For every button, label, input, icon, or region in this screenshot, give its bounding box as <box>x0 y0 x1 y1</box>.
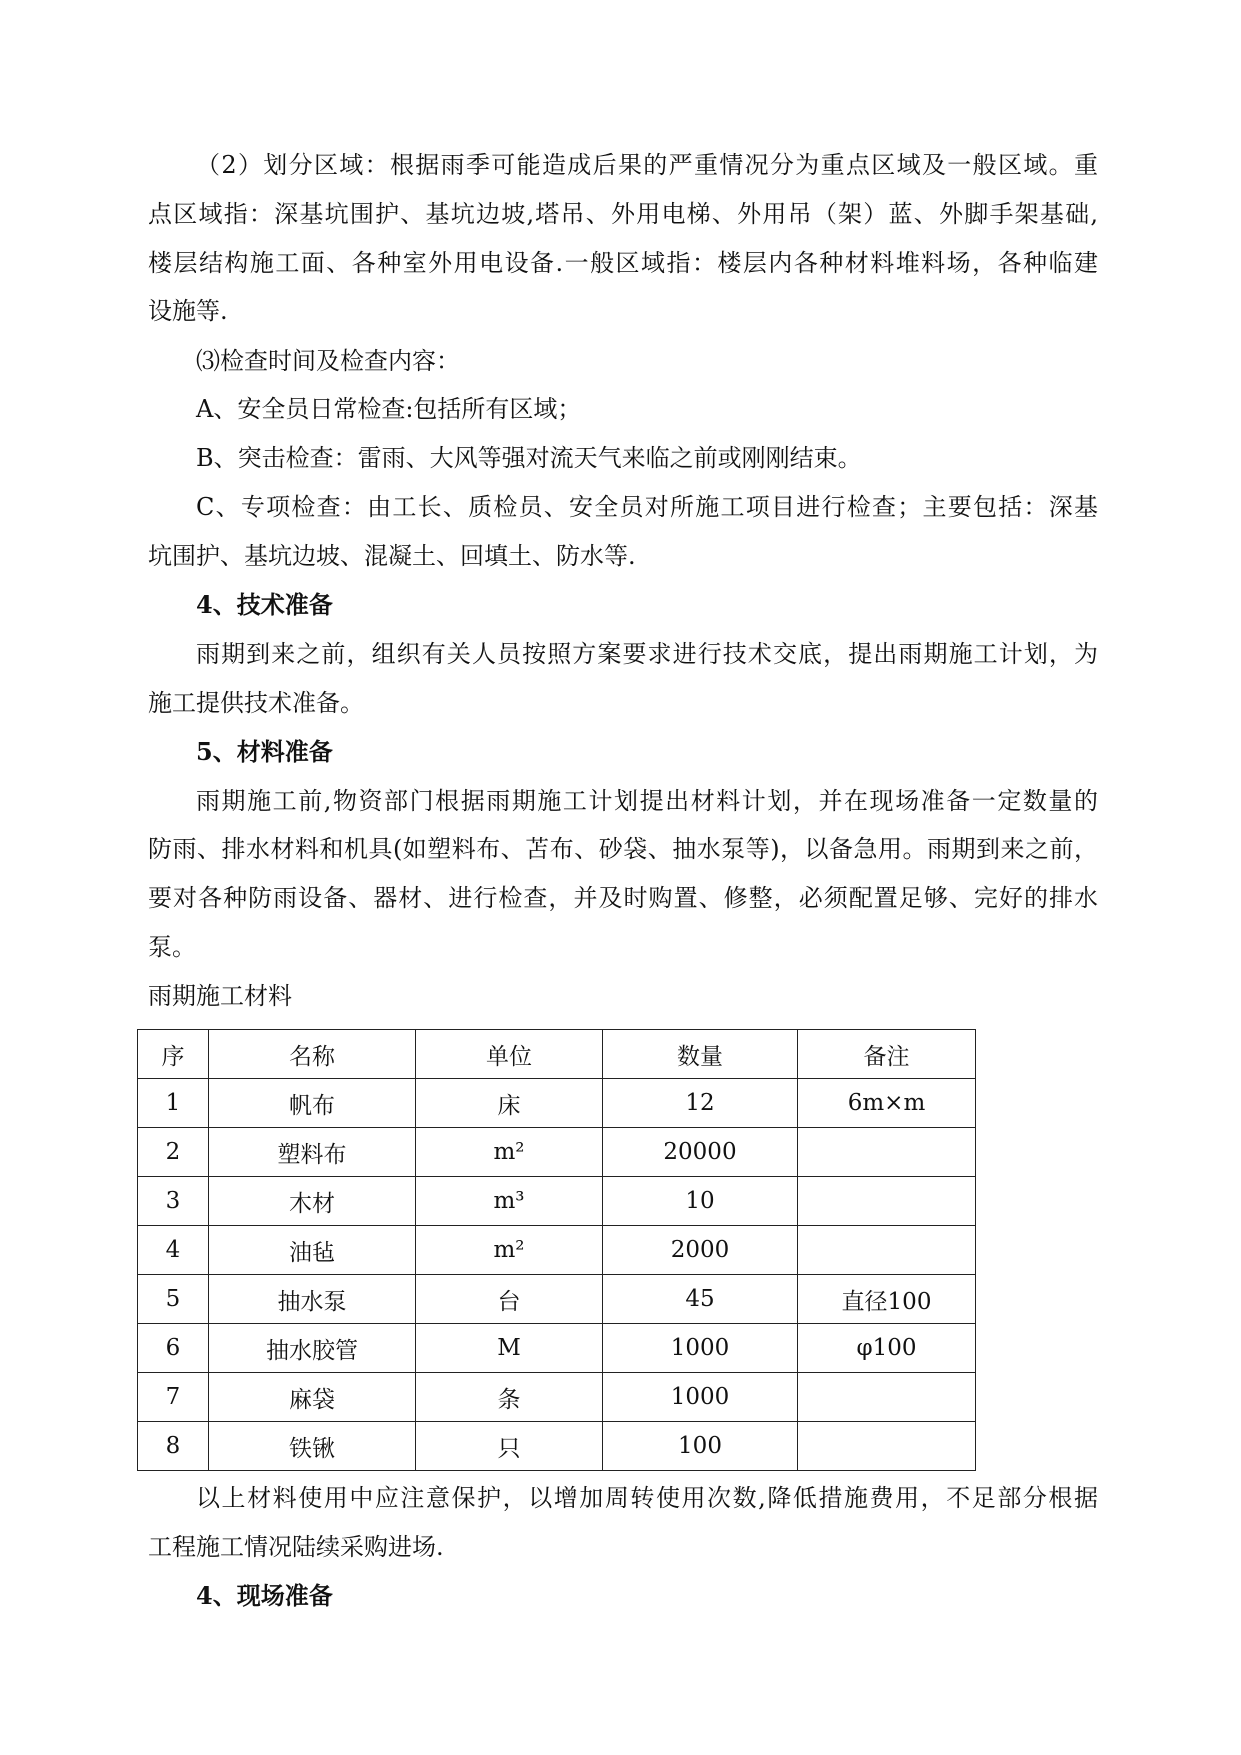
table-row <box>138 1422 976 1471</box>
table-cell: 直径100 <box>798 1275 976 1324</box>
table-row <box>138 1128 976 1177</box>
text-line: 工程施工情况陆续采购进场. <box>148 1533 444 1561</box>
table-cell: m² <box>416 1226 603 1275</box>
table-cell: m³ <box>416 1177 603 1226</box>
table-row <box>138 1079 976 1128</box>
table-cell: 3 <box>138 1177 209 1226</box>
text-line: B、突击检查：雷雨、大风等强对流天气来临之前或刚刚结束。 <box>196 444 862 472</box>
section-heading: 4、技术准备 <box>196 590 333 619</box>
table-cell: 油毡 <box>209 1226 416 1275</box>
table-cell: 4 <box>138 1226 209 1275</box>
section-heading: 5、材料准备 <box>196 737 333 766</box>
header-cell: 备注 <box>798 1030 976 1079</box>
table-row <box>138 1275 976 1324</box>
materials-table <box>137 1029 976 1471</box>
table-cell: 帆布 <box>209 1079 416 1128</box>
table-cell <box>798 1422 976 1471</box>
header-cell: 单位 <box>416 1030 603 1079</box>
table-header-row <box>138 1030 976 1079</box>
table-cell: 1000 <box>603 1324 798 1373</box>
table-row <box>138 1177 976 1226</box>
table-cell <box>798 1226 976 1275</box>
text-line: A、安全员日常检查:包括所有区域； <box>196 395 582 423</box>
text-line: 雨期到来之前，组织有关人员按照方案要求进行技术交底，提出雨期施工计划，为 <box>196 640 1098 668</box>
table-row <box>138 1226 976 1275</box>
table-cell: 麻袋 <box>209 1373 416 1422</box>
text-line: C、专项检查：由工长、质检员、安全员对所施工项目进行检查；主要包括：深基 <box>196 493 1098 521</box>
table-cell <box>798 1373 976 1422</box>
table-cell: 10 <box>603 1177 798 1226</box>
table-cell: 2000 <box>603 1226 798 1275</box>
table-cell: M <box>416 1324 603 1373</box>
text-line: 施工提供技术准备。 <box>148 689 364 717</box>
header-cell: 名称 <box>209 1030 416 1079</box>
table-cell: 塑料布 <box>209 1128 416 1177</box>
table-cell: 6 <box>138 1324 209 1373</box>
header-cell: 序 <box>138 1030 209 1079</box>
table-cell: 台 <box>416 1275 603 1324</box>
table-cell: 5 <box>138 1275 209 1324</box>
table-cell: 只 <box>416 1422 603 1471</box>
table-cell: 条 <box>416 1373 603 1422</box>
table-cell: 7 <box>138 1373 209 1422</box>
table-row <box>138 1324 976 1373</box>
text-line: （2）划分区域：根据雨季可能造成后果的严重情况分为重点区域及一般区域。重 <box>196 151 1098 179</box>
table-cell: 抽水泵 <box>209 1275 416 1324</box>
table-row <box>138 1373 976 1422</box>
table-cell: 12 <box>603 1079 798 1128</box>
table-cell: φ100 <box>798 1324 976 1373</box>
text-line: 点区域指：深基坑围护、基坑边坡,塔吊、外用电梯、外用吊（架）蓝、外脚手架基础, <box>148 200 1098 228</box>
table-cell: 1 <box>138 1079 209 1128</box>
text-line: 要对各种防雨设备、器材、进行检查，并及时购置、修整，必须配置足够、完好的排水 <box>148 884 1098 912</box>
text-line: 楼层结构施工面、各种室外用电设备.一般区域指：楼层内各种材料堆料场，各种临建 <box>148 249 1098 277</box>
table-cell: 6m×m <box>798 1079 976 1128</box>
header-cell: 数量 <box>603 1030 798 1079</box>
table-cell: 1000 <box>603 1373 798 1422</box>
table-cell <box>798 1128 976 1177</box>
table-cell: 抽水胶管 <box>209 1324 416 1373</box>
table-cell: 2 <box>138 1128 209 1177</box>
table-cell: 45 <box>603 1275 798 1324</box>
text-line: ⑶检查时间及检查内容： <box>196 347 460 375</box>
section-heading: 4、现场准备 <box>196 1581 333 1610</box>
table-caption: 雨期施工材料 <box>148 982 292 1010</box>
table-cell: 木材 <box>209 1177 416 1226</box>
text-line: 设施等. <box>148 297 228 325</box>
table-cell: m² <box>416 1128 603 1177</box>
table-cell: 铁锹 <box>209 1422 416 1471</box>
table-cell: 20000 <box>603 1128 798 1177</box>
text-line: 雨期施工前,物资部门根据雨期施工计划提出材料计划，并在现场准备一定数量的 <box>196 787 1098 815</box>
text-line: 坑围护、基坑边坡、混凝土、回填土、防水等. <box>148 542 636 570</box>
text-line: 以上材料使用中应注意保护，以增加周转使用次数,降低措施费用，不足部分根据 <box>196 1484 1098 1512</box>
table-cell: 床 <box>416 1079 603 1128</box>
table-cell <box>798 1177 976 1226</box>
text-line: 防雨、排水材料和机具(如塑料布、苫布、砂袋、抽水泵等)，以备急用。雨期到来之前， <box>148 835 1098 863</box>
table-cell: 100 <box>603 1422 798 1471</box>
text-line: 泵。 <box>148 933 196 961</box>
table-cell: 8 <box>138 1422 209 1471</box>
